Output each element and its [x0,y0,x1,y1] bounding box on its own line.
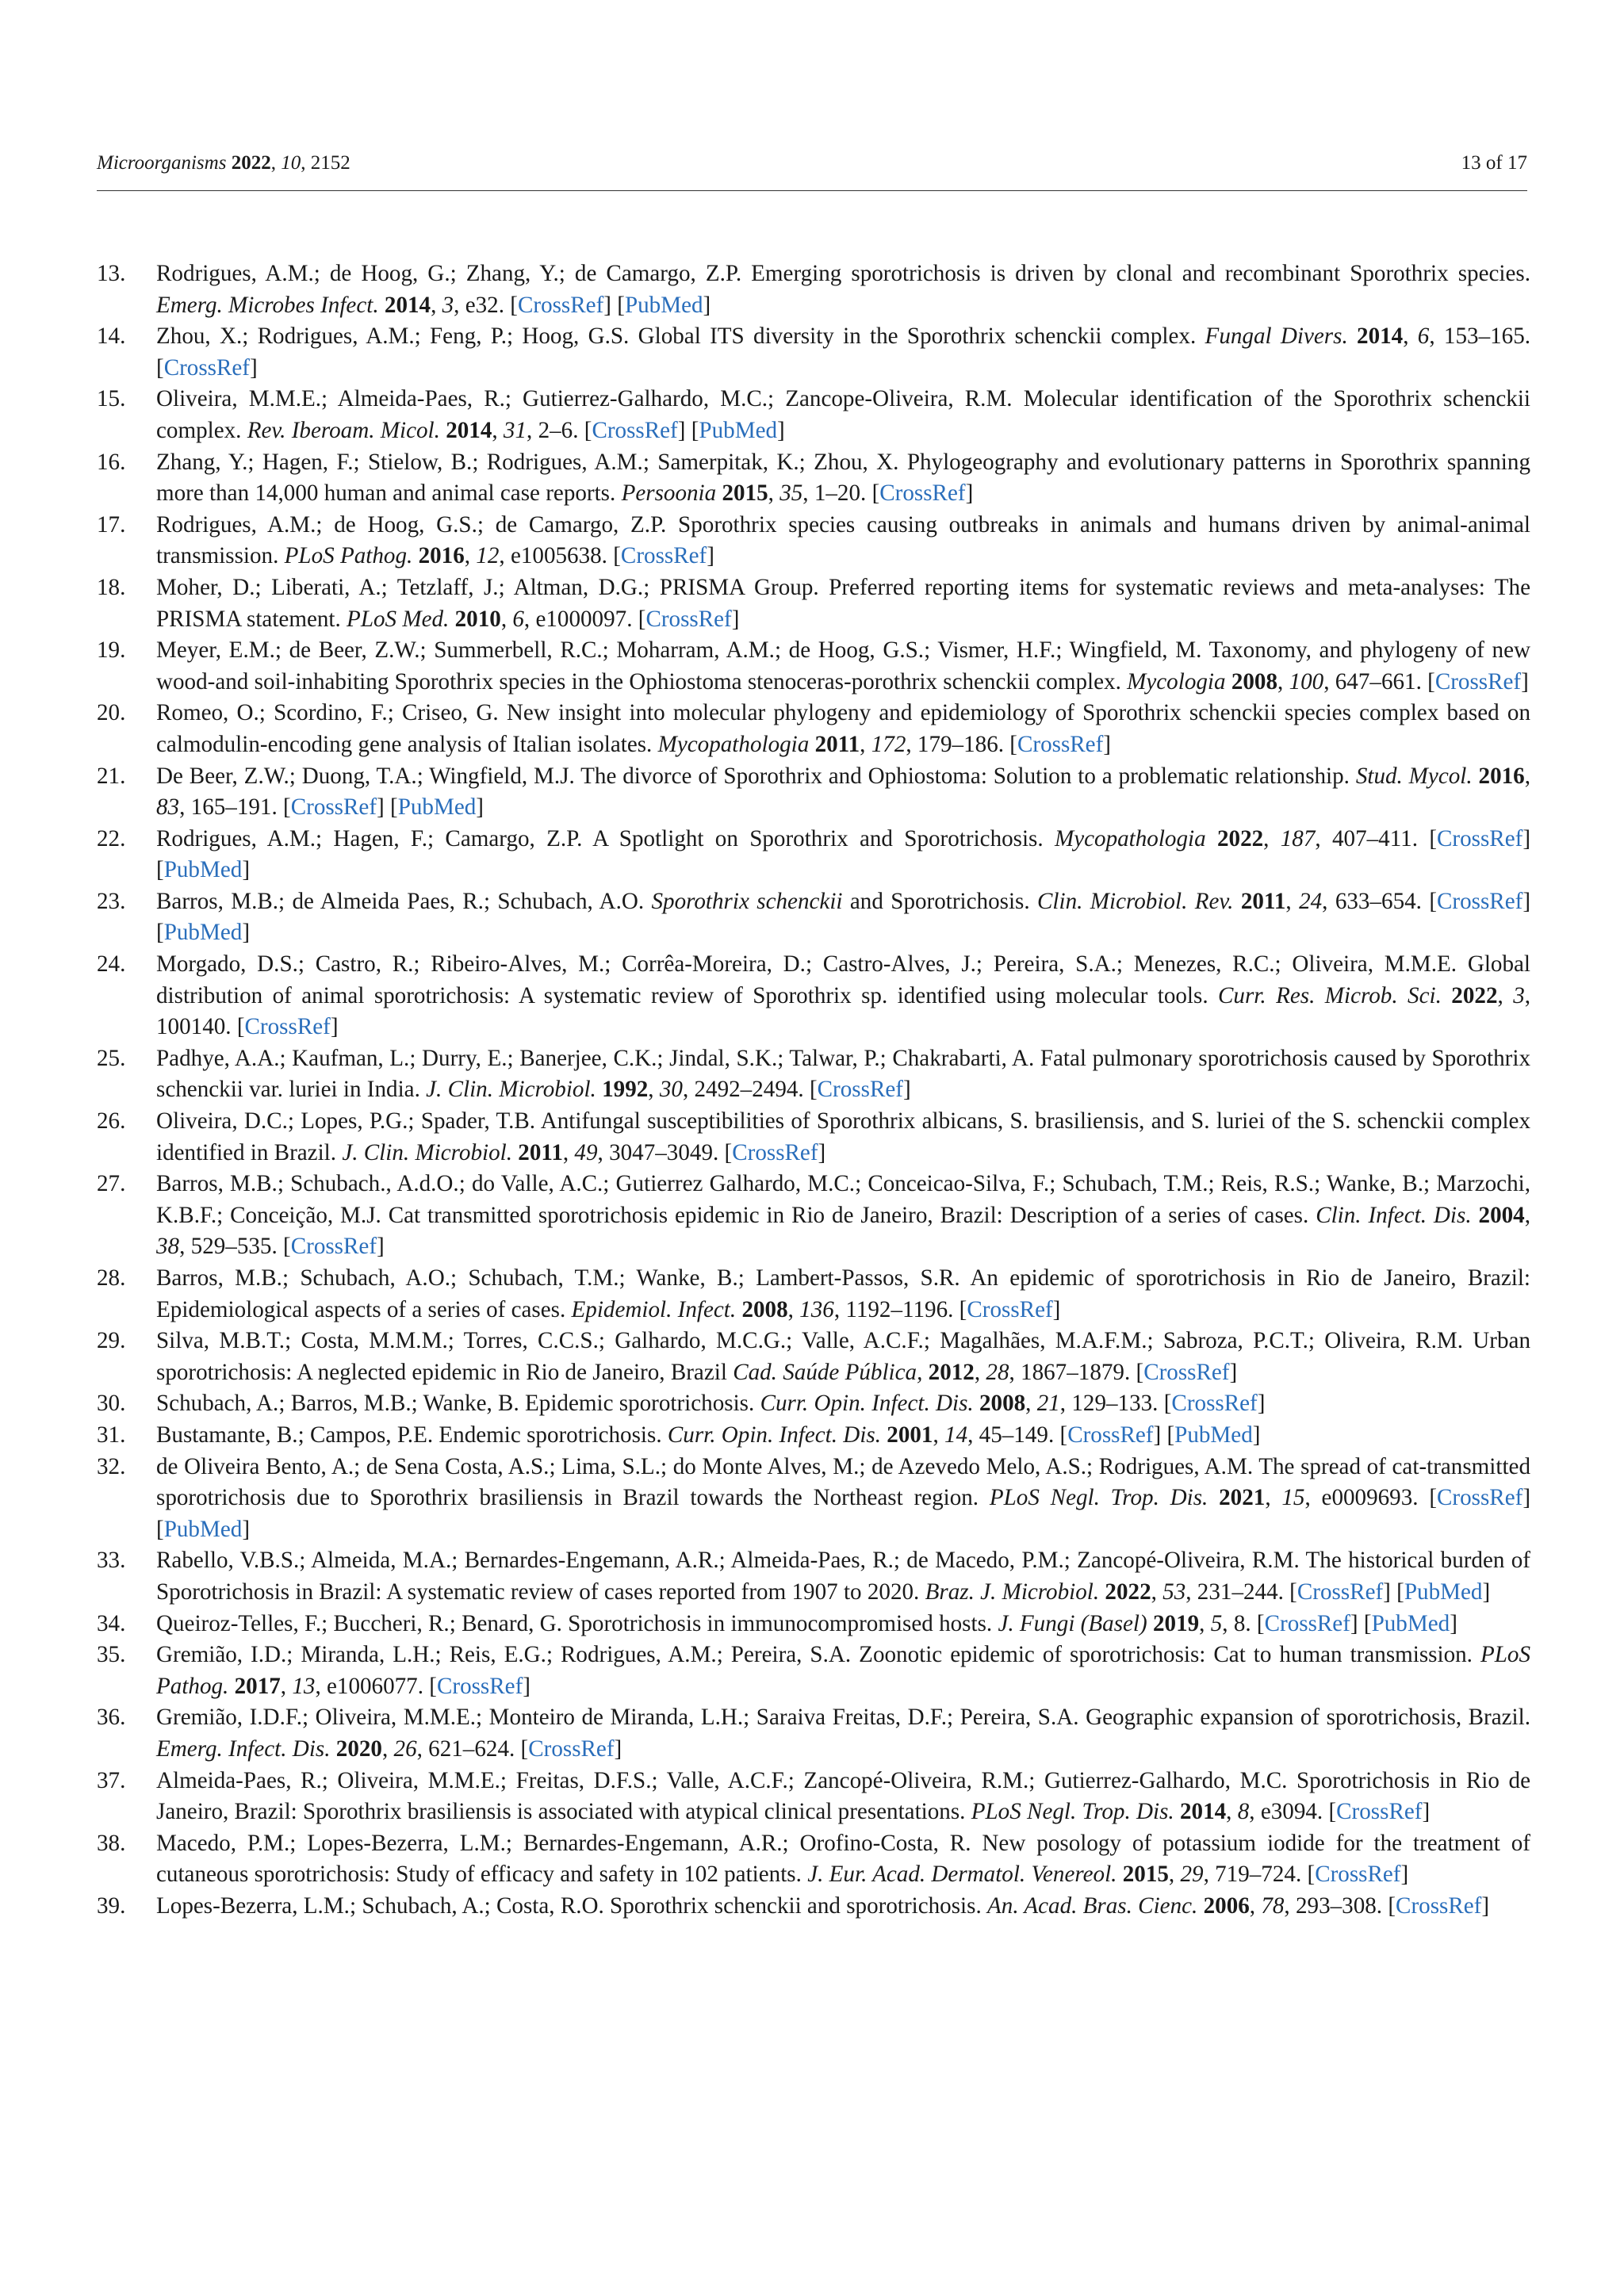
publication-year: 2022 [1451,982,1498,1008]
reference-body: Oliveira, D.C.; Lopes, P.G.; Spader, T.B. Antifungal susceptibilities of Sporothrix albicans, S. brasiliensis, and S. luriei of the S. schenckii complex identified in Brazil. [156,1108,1530,1165]
reference-text: Rodrigues, A.M.; de Hoog, G.; Zhang, Y.; de Camargo, Z.P. Emerging sporotrichosis is driven by clonal and recombinant Sporothrix species. Emerg. Microbes Infect. 2014, 3, e32. [CrossRef] [PubMed] [156,261,1530,318]
page-range: e0009693. [1321,1485,1419,1511]
volume-number: 6 [512,606,524,632]
journal-abbrev: Curr. Opin. Infect. Dis. [760,1391,974,1417]
page-range: e1006077. [326,1673,423,1699]
publication-year: 2014 [1179,1799,1227,1825]
reference-number: 31. [97,1422,126,1448]
reference-body: Barros, M.B.; Schubach., A.d.O.; do Valle, A.C.; Gutierrez Galhardo, M.C.; Conceicao-Silva, F.; Schubach, T.M.; Reis, R.S.; Wanke, B.; Marzochi, K.B.F.; Conceição, M.J. Cat transmitted sporotrichosis epidemic in Rio de Janeiro, Brazil: Description of a series of cases. [156,1171,1530,1228]
reference-body: Oliveira, M.M.E.; Almeida-Paes, R.; Gutierrez-Galhardo, M.C.; Zancope-Oliveira, R.M. Molecular identification of the Sporothrix schenckii complex. [156,386,1530,443]
crossref-link[interactable]: CrossRef [1437,825,1523,851]
crossref-link[interactable]: CrossRef [163,354,250,381]
reference-text: Padhye, A.A.; Kaufman, L.; Durry, E.; Banerjee, C.K.; Jindal, S.K.; Talwar, P.; Chakrabarti, A. Fatal pulmonary sporotrichosis caused by Sporothrix schenckii var. luriei in India. J. Clin. Microbiol. 1992, 30, 2492–2494. [CrossRef] [156,1045,1530,1103]
reference-text: Silva, M.B.T.; Costa, M.M.M.; Torres, C.C.S.; Galhardo, M.C.G.; Valle, A.C.F.; Magalhães, M.A.F.M.; Sabroza, P.C.T.; Oliveira, R.M. Urban sporotrichosis: A neglected epidemic in Rio de Janeiro, Brazil Cad. Saúde Pública, 2012, 28, 1867–1879. [CrossRef] [156,1328,1530,1385]
journal-name: Microorganisms [97,152,227,174]
pubmed-link[interactable]: PubMed [1404,1578,1483,1605]
journal-abbrev: J. Fungi (Basel) [998,1610,1147,1636]
reference-item [97,258,1530,321]
publication-year: 2015 [1122,1862,1169,1888]
reference-text: Zhang, Y.; Hagen, F.; Stielow, B.; Rodrigues, A.M.; Samerpitak, K.; Zhou, X. Phylogeography and evolutionary patterns in Sporothrix spanning more than 14,000 human and animal case reports. Persoonia 2015, 35, 1–20. [CrossRef] [156,449,1530,507]
volume-number: 13 [292,1673,316,1699]
publication-year: 2006 [1203,1892,1250,1919]
reference-number: 39. [97,1892,126,1919]
reference-number: 26. [97,1108,126,1135]
reference-number: 32. [97,1453,126,1479]
volume-number: 172 [871,731,906,757]
reference-body: De Beer, Z.W.; Duong, T.A.; Wingfield, M.J. The divorce of Sporothrix and Ophiostoma: Solution to a problematic relationship. [156,763,1356,789]
reference-text: Barros, M.B.; de Almeida Paes, R.; Schubach, A.O. Sporothrix schenckii and Sporotrichosis. Clin. Microbiol. Rev. 2011, 24, 633–654. [CrossRef] [PubMed] [156,888,1531,946]
journal-abbrev: Curr. Res. Microb. Sci. [1218,982,1442,1008]
crossref-link[interactable]: CrossRef [1143,1359,1230,1385]
publication-year: 2011 [814,731,860,757]
reference-number: 18. [97,574,126,600]
page-range: 8. [1233,1610,1251,1636]
crossref-link[interactable]: CrossRef [732,1139,818,1165]
reference-number: 23. [97,888,126,914]
pubmed-link[interactable]: PubMed [163,920,243,946]
publication-year: 2011 [1240,888,1286,914]
reference-item [97,1263,1530,1326]
volume-number: 24 [1299,888,1323,914]
volume-number: 29 [1180,1862,1204,1888]
reference-body: Rodrigues, A.M.; Hagen, F.; Camargo, Z.P. A Spotlight on Sporothrix and Sporotrichosis. [156,825,1055,851]
journal-abbrev: Epidemiol. Infect. [571,1296,737,1322]
volume-number: 3 [442,292,454,318]
crossref-link[interactable]: CrossRef [1315,1862,1401,1888]
page-range: 719–724. [1215,1862,1302,1888]
journal-abbrev: PLoS Pathog. [284,543,413,569]
reference-text: Bustamante, B.; Campos, P.E. Endemic sporotrichosis. Curr. Opin. Infect. Dis. 2001, 14, 45–149. [CrossRef] [PubMed] [156,1422,1261,1448]
publication-year: 2022 [1216,825,1264,851]
volume-number: 35 [779,480,803,507]
publication-year: 2021 [1219,1485,1266,1511]
reference-item [97,698,1530,760]
crossref-link[interactable]: CrossRef [1434,668,1522,695]
reference-text: de Oliveira Bento, A.; de Sena Costa, A.S.; Lima, S.L.; do Monte Alves, M.; de Azevedo Melo, A.S.; Rodrigues, A.M. The spread of cat-transmitted sporotrichosis due to Sporothrix brasiliensis in Brazil towards the Northeast region. PLoS Negl. Trop. Dis. 2021, 15, e0009693. [CrossRef] [PubMed] [156,1453,1531,1542]
journal-year: 2022 [231,152,271,174]
volume-number: 15 [1281,1485,1305,1511]
page-range: 407–411. [1331,825,1419,851]
publication-year: 2004 [1478,1202,1525,1228]
reference-body: Moher, D.; Liberati, A.; Tetzlaff, J.; Altman, D.G.; PRISMA Group. Preferred reporting items for systematic reviews and meta-analyses: The PRISMA statement. [156,574,1530,632]
reference-number: 30. [97,1391,126,1417]
crossref-link[interactable]: CrossRef [1264,1610,1350,1636]
journal-abbrev: Persoonia [621,480,717,507]
volume-number: 49 [574,1139,598,1165]
reference-number: 17. [97,511,126,538]
page-range: 153–165. [1443,323,1531,350]
page-range: e32. [465,292,504,318]
reference-body: Zhang, Y.; Hagen, F.; Stielow, B.; Rodrigues, A.M.; Samerpitak, K.; Zhou, X. Phylogeography and evolutionary patterns in Sporothrix spanning more than 14,000 human and animal case reports. [156,449,1530,507]
page-range: 2–6. [538,417,579,443]
reference-text: Morgado, D.S.; Castro, R.; Ribeiro-Alves, M.; Corrêa-Moreira, D.; Castro-Alves, J.; Pereira, S.A.; Menezes, R.C.; Oliveira, M.M.E. Global distribution of animal sporotrichosis: A systematic review of Sporothrix sp. identified using molecular tools. Curr. Res. Microb. Sci. 2022, 3, 100140. [CrossRef] [156,951,1531,1040]
page-range: 2492–2494. [694,1077,804,1103]
reference-text: Schubach, A.; Barros, M.B.; Wanke, B. Epidemic sporotrichosis. Curr. Opin. Infect. Dis. 2008, 21, 129–133. [CrossRef] [156,1391,1266,1417]
volume-number: 100 [1289,668,1324,695]
reference-number: 27. [97,1171,126,1197]
page-range: e1005638. [510,543,607,569]
reference-item [97,1420,1530,1452]
publication-year: 2015 [722,480,768,507]
pubmed-link[interactable]: PubMed [1371,1610,1450,1636]
reference-item [97,761,1530,824]
reference-item [97,1388,1530,1420]
publication-year: 2016 [418,543,465,569]
volume-number: 8 [1237,1799,1250,1825]
reference-body: Gremião, I.D.F.; Oliveira, M.M.E.; Monteiro de Miranda, L.H.; Saraiva Freitas, D.F.; Pereira, S.A. Geographic expansion of sporotrichosis, Brazil. [156,1705,1530,1731]
reference-item [97,1702,1530,1765]
journal-abbrev: Clin. Microbiol. Rev. [1037,888,1234,914]
crossref-link[interactable]: CrossRef [1297,1578,1384,1605]
journal-abbrev: J. Clin. Microbiol. [342,1139,512,1165]
reference-text: Barros, M.B.; Schubach., A.d.O.; do Valle, A.C.; Gutierrez Galhardo, M.C.; Conceicao-Silva, F.; Schubach, T.M.; Reis, R.S.; Wanke, B.; Marzochi, K.B.F.; Conceição, M.J. Cat transmitted sporotrichosis epidemic in Rio de Janeiro, Brazil: Description of a series of cases. Clin. Infect. Dis. 2004, 38, 529–535. [CrossRef] [156,1171,1530,1260]
volume-number: 21 [1036,1391,1060,1417]
page-range: 529–535. [190,1234,278,1260]
journal-abbrev: Rev. Iberoam. Micol. [247,417,440,443]
journal-abbrev: J. Eur. Acad. Dermatol. Venereol. [807,1862,1117,1888]
reference-item [97,1891,1530,1923]
reference-number: 24. [97,951,126,978]
page-range: 293–308. [1295,1892,1383,1919]
crossref-link[interactable]: CrossRef [1017,731,1104,757]
reference-body: Almeida-Paes, R.; Oliveira, M.M.E.; Freitas, D.F.S.; Valle, A.C.F.; Zancopé-Oliveira, R.M.; Gutierrez-Galhardo, M.C. Sporotrichosis in Rio de Janeiro, Brazil: Sporothrix brasiliensis is associated with atypical clinical presentations. [156,1767,1530,1825]
pubmed-link[interactable]: PubMed [397,794,477,821]
reference-text: Gremião, I.D.; Miranda, L.H.; Reis, E.G.; Rodrigues, A.M.; Pereira, S.A. Zoonotic epidemic of sporotrichosis: Cat to human transmission. PLoS Pathog. 2017, 13, e1006077. [CrossRef] [156,1642,1530,1699]
reference-body: Silva, M.B.T.; Costa, M.M.M.; Torres, C.C.S.; Galhardo, M.C.G.; Valle, A.C.F.; Magalhães, M.A.F.M.; Sabroza, P.C.T.; Oliveira, R.M. Urban sporotrichosis: A neglected epidemic in Rio de Janeiro, Brazil [156,1328,1530,1385]
reference-text: Rabello, V.B.S.; Almeida, M.A.; Bernardes-Engemann, A.R.; Almeida-Paes, R.; de Macedo, P.M.; Zancopé-Oliveira, R.M. The historical burden of Sporotrichosis in Brazil: A systematic review of cases reported from 1907 to 2020. Braz. J. Microbiol. 2022, 53, 231–244. [CrossRef] [PubMed] [156,1548,1530,1605]
reference-number: 37. [97,1767,126,1793]
crossref-link[interactable]: CrossRef [290,1234,377,1260]
publication-year: 2014 [446,417,492,443]
reference-number: 35. [97,1642,126,1668]
publication-year: 1992 [602,1077,649,1103]
reference-body: Barros, M.B.; de Almeida Paes, R.; Schubach, A.O. [156,888,652,914]
publication-year: 2008 [741,1296,788,1322]
publication-year: 2016 [1478,763,1525,789]
journal-abbrev: Curr. Opin. Infect. Dis. [667,1422,881,1448]
reference-body: Zhou, X.; Rodrigues, A.M.; Feng, P.; Hoog, G.S. Global ITS diversity in the Sporothrix schenckii complex. [156,323,1205,350]
publication-year: 2011 [518,1139,563,1165]
journal-abbrev: Stud. Mycol. [1355,763,1473,789]
volume-number: 5 [1210,1610,1223,1636]
reference-body: Macedo, P.M.; Lopes-Bezerra, L.M.; Bernardes-Engemann, A.R.; Orofino-Costa, R. New posology of potassium iodide for the treatment of cutaneous sporotrichosis: Study of efficacy and safety in 102 patients. [156,1830,1530,1888]
reference-item [97,1609,1530,1640]
journal-abbrev: Clin. Infect. Dis. [1316,1202,1472,1228]
publication-year: 2017 [234,1673,281,1699]
crossref-link[interactable]: CrossRef [1067,1422,1154,1448]
crossref-link[interactable]: CrossRef [1437,1485,1523,1511]
volume-number: 31 [503,417,527,443]
reference-item [97,1640,1530,1702]
reference-number: 13. [97,261,126,286]
crossref-link[interactable]: CrossRef [1171,1391,1258,1417]
journal-abbrev: PLoS Pathog. [156,1642,1530,1699]
reference-item [97,1043,1530,1106]
reference-number: 19. [97,637,126,664]
reference-item [97,886,1530,949]
publication-year: 2020 [335,1735,382,1762]
reference-body: Bustamante, B.; Campos, P.E. Endemic sporotrichosis. [156,1422,668,1448]
reference-body: Rodrigues, A.M.; de Hoog, G.S.; de Camargo, Z.P. Sporothrix species causing outbreaks in animals and humans driven by animal-animal transmission. [156,511,1530,569]
publication-year: 2014 [384,292,431,318]
journal-abbrev: Mycopathologia [1054,825,1206,851]
crossref-link[interactable]: CrossRef [528,1735,615,1762]
reference-body: Barros, M.B.; Schubach, A.O.; Schubach, T.M.; Wanke, B.; Lambert-Passos, S.R. An epidemic of sporotrichosis in Rio de Janeiro, Brazil: Epidemiological aspects of a series of cases. [156,1265,1530,1322]
reference-text: Oliveira, D.C.; Lopes, P.G.; Spader, T.B. Antifungal susceptibilities of Sporothrix albicans, S. brasiliensis, and S. luriei of the S. schenckii complex identified in Brazil. J. Clin. Microbiol. 2011, 49, 3047–3049. [CrossRef] [156,1108,1530,1165]
crossref-link[interactable]: CrossRef [592,417,678,443]
page-header [97,151,1527,176]
reference-body: Lopes-Bezerra, L.M.; Schubach, A.; Costa, R.O. Sporothrix schenckii and sporotrichosis. [156,1892,987,1919]
reference-item [97,384,1530,446]
page-range: 165–191. [190,794,278,821]
reference-text: Moher, D.; Liberati, A.; Tetzlaff, J.; Altman, D.G.; PRISMA Group. Preferred reporting items for systematic reviews and meta-analyses: The PRISMA statement. PLoS Med. 2010, 6, e1000097. [CrossRef] [156,574,1530,632]
reference-number: 36. [97,1705,126,1731]
crossref-link[interactable]: CrossRef [517,292,604,318]
reference-text: De Beer, Z.W.; Duong, T.A.; Wingfield, M.J. The divorce of Sporothrix and Ophiostoma: Solution to a problematic relationship. Stud. Mycol. 2016, 83, 165–191. [CrossRef] [PubMed] [156,763,1530,821]
reference-body: Rabello, V.B.S.; Almeida, M.A.; Bernardes-Engemann, A.R.; Almeida-Paes, R.; de Macedo, P.M.; Zancopé-Oliveira, R.M. The historical burden of Sporotrichosis in Brazil: A systematic review of cases reported from 1907 to 2020. [156,1548,1530,1605]
reference-number: 14. [97,323,126,350]
reference-text: Gremião, I.D.F.; Oliveira, M.M.E.; Monteiro de Miranda, L.H.; Saraiva Freitas, D.F.; Pereira, S.A. Geographic expansion of sporotrichosis, Brazil. Emerg. Infect. Dis. 2020, 26, 621–624. [CrossRef] [156,1705,1530,1762]
journal-abbrev: J. Clin. Microbiol. [426,1077,596,1103]
page-number: 13 of 17 [1461,152,1527,174]
journal-abbrev: Emerg. Infect. Dis. [156,1735,331,1762]
reference-item [97,1452,1530,1546]
crossref-link[interactable]: CrossRef [1437,888,1523,914]
reference-body: Meyer, E.M.; de Beer, Z.W.; Summerbell, R.C.; Moharram, A.M.; de Hoog, G.S.; Vismer, H.F.; Wingfield, M. Taxonomy, and phylogeny of new wood-and soil-inhabiting Sporothrix species in the Ophiostoma stenoceras-porothrix schenckii complex. [156,637,1530,695]
reference-text: Romeo, O.; Scordino, F.; Criseo, G. New insight into molecular phylogeny and epidemiology of Sporothrix schenckii species complex based on calmodulin-encoding gene analysis of Italian isolates. Mycopathologia 2011, 172, 179–186. [CrossRef] [156,700,1530,757]
reference-item [97,1106,1530,1169]
reference-text: Oliveira, M.M.E.; Almeida-Paes, R.; Gutierrez-Galhardo, M.C.; Zancope-Oliveira, R.M. Molecular identification of the Sporothrix schenckii complex. Rev. Iberoam. Micol. 2014, 31, 2–6. [CrossRef] [PubMed] [156,386,1530,443]
reference-body: Padhye, A.A.; Kaufman, L.; Durry, E.; Banerjee, C.K.; Jindal, S.K.; Talwar, P.; Chakrabarti, A. Fatal pulmonary sporotrichosis caused by Sporothrix schenckii var. luriei in India. [156,1045,1530,1103]
journal-abbrev: PLoS Negl. Trop. Dis. [971,1799,1174,1825]
page-range: 621–624. [428,1735,515,1762]
publication-year: 2008 [979,1391,1026,1417]
volume-number: 3 [1513,982,1525,1008]
publication-year: 2001 [887,1422,933,1448]
crossref-link[interactable]: CrossRef [1336,1799,1423,1825]
publication-year: 2022 [1105,1578,1151,1605]
reference-list [97,258,1530,1922]
reference-number: 38. [97,1830,126,1856]
journal-volume: 10 [281,152,301,174]
publication-year: 2014 [1357,323,1404,350]
header-rule [97,190,1527,191]
reference-item [97,572,1530,635]
crossref-link[interactable]: CrossRef [290,794,377,821]
reference-item [97,1766,1530,1828]
reference-text: Barros, M.B.; Schubach, A.O.; Schubach, T.M.; Wanke, B.; Lambert-Passos, S.R. An epidemic of sporotrichosis in Rio de Janeiro, Brazil: Epidemiological aspects of a series of cases. Epidemiol. Infect. 2008, 136, 1192–1196. [CrossRef] [156,1265,1530,1322]
page-range: 647–661. [1335,668,1422,695]
reference-body: de Oliveira Bento, A.; de Sena Costa, A.S.; Lima, S.L.; do Monte Alves, M.; de Azevedo Melo, A.S.; Rodrigues, A.M. The spread of cat-transmitted sporotrichosis due to Sporothrix brasiliensis in Brazil towards the Northeast region. [156,1453,1530,1511]
reference-body: Romeo, O.; Scordino, F.; Criseo, G. New insight into molecular phylogeny and epidemiology of Sporothrix schenckii species complex based on calmodulin-encoding gene analysis of Italian isolates. [156,700,1530,757]
reference-number: 29. [97,1328,126,1354]
publication-year: 2012 [928,1359,975,1385]
pubmed-link[interactable]: PubMed [1174,1422,1253,1448]
reference-number: 16. [97,449,126,475]
reference-text: Rodrigues, A.M.; Hagen, F.; Camargo, Z.P. A Spotlight on Sporothrix and Sporotrichosis. Mycopathologia 2022, 187, 407–411. [CrossRef] [PubMed] [156,825,1531,883]
journal-abbrev: Emerg. Microbes Infect. [156,292,379,318]
pubmed-link[interactable]: PubMed [699,417,778,443]
journal-abbrev: Braz. J. Microbiol. [925,1578,1100,1605]
reference-body: Queiroz-Telles, F.; Buccheri, R.; Benard, G. Sporotrichosis in immunocompromised hosts. [156,1610,998,1636]
page-range: e3094. [1260,1799,1323,1825]
reference-text: Almeida-Paes, R.; Oliveira, M.M.E.; Freitas, D.F.S.; Valle, A.C.F.; Zancopé-Oliveira, R.M.; Gutierrez-Galhardo, M.C. Sporotrichosis in Rio de Janeiro, Brazil: Sporothrix brasiliensis is associated with atypical clinical presentations. PLoS Negl. Trop. Dis. 2014, 8, e3094. [CrossRef] [156,1767,1530,1825]
page-range: 1867–1879. [1021,1359,1131,1385]
reference-item [97,1169,1530,1263]
volume-number: 26 [393,1735,417,1762]
page-range: 100140. [156,1014,232,1040]
reference-number: 21. [97,763,126,789]
reference-number: 25. [97,1045,126,1071]
reference-number: 28. [97,1265,126,1291]
reference-text: Queiroz-Telles, F.; Buccheri, R.; Benard, G. Sporotrichosis in immunocompromised hosts. J. Fungi (Basel) 2019, 5, 8. [CrossRef] [PubMed] [156,1610,1457,1636]
journal-abbrev: An. Acad. Bras. Cienc. [987,1892,1198,1919]
reference-text: Rodrigues, A.M.; de Hoog, G.S.; de Camargo, Z.P. Sporothrix species causing outbreaks in animals and humans driven by animal-animal transmission. PLoS Pathog. 2016, 12, e1005638. [CrossRef] [156,511,1530,569]
crossref-link[interactable]: CrossRef [645,606,732,632]
publication-year: 2010 [454,606,501,632]
volume-number: 78 [1261,1892,1285,1919]
page-range: e1000097. [535,606,633,632]
volume-number: 28 [986,1359,1009,1385]
reference-item [97,635,1530,698]
crossref-link[interactable]: CrossRef [436,1673,523,1699]
page-range: 1–20. [814,480,867,507]
reference-item [97,949,1530,1043]
journal-abbrev: Cad. Saúde Pública, [733,1359,923,1385]
journal-abbrev: Mycologia [1127,668,1226,695]
page-range: 179–186. [917,731,1005,757]
reference-text: Macedo, P.M.; Lopes-Bezerra, L.M.; Bernardes-Engemann, A.R.; Orofino-Costa, R. New posology of potassium iodide for the treatment of cutaneous sporotrichosis: Study of efficacy and safety in 102 patients. J. Eur. Acad. Dermatol. Venereol. 2015, 29, 719–724. [CrossRef] [156,1830,1530,1888]
publication-year: 2019 [1152,1610,1200,1636]
reference-text: Meyer, E.M.; de Beer, Z.W.; Summerbell, R.C.; Moharram, A.M.; de Hoog, G.S.; Vismer, H.F.; Wingfield, M. Taxonomy, and phylogeny of new wood-and soil-inhabiting Sporothrix species in the Ophiostoma stenoceras-porothrix schenckii complex. Mycologia 2008, 100, 647–661. [CrossRef] [156,637,1530,695]
journal-abbrev: PLoS Negl. Trop. Dis. [989,1485,1208,1511]
page-range: 3047–3049. [609,1139,719,1165]
volume-number: 6 [1417,323,1430,350]
reference-number: 34. [97,1610,126,1636]
reference-text: Lopes-Bezerra, L.M.; Schubach, A.; Costa, R.O. Sporothrix schenckii and sporotrichosis. An. Acad. Bras. Cienc. 2006, 78, 293–308. [CrossRef] [156,1892,1490,1919]
reference-item [97,447,1530,510]
volume-number: 83 [156,794,180,821]
journal-abbrev: Mycopathologia [657,731,810,757]
reference-body-cont: and Sporotrichosis. [842,888,1038,914]
crossref-link[interactable]: CrossRef [244,1014,331,1040]
page-range: 633–654. [1335,888,1422,914]
reference-body: Gremião, I.D.; Miranda, L.H.; Reis, E.G.; Rodrigues, A.M.; Pereira, S.A. Zoonotic epidemic of sporotrichosis: Cat to human transmission. [156,1642,1480,1668]
volume-number: 187 [1280,825,1316,851]
reference-body: Rodrigues, A.M.; de Hoog, G.; Zhang, Y.; de Camargo, Z.P. Emerging sporotrichosis is driven by clonal and recombinant Sporothrix species. [156,261,1530,286]
reference-item [97,1828,1530,1891]
reference-item [97,321,1530,384]
journal-abbrev: Fungal Divers. [1205,323,1348,350]
volume-number: 136 [799,1296,834,1322]
reference-item [97,510,1530,572]
running-citation: Microorganisms 2022, 10, 2152 [97,152,350,174]
reference-number: 33. [97,1548,126,1574]
species-name: Sporothrix schenckii [651,888,843,914]
reference-number: 20. [97,700,126,726]
journal-abbrev: PLoS Med. [347,606,450,632]
volume-number: 53 [1162,1578,1186,1605]
reference-number: 15. [97,386,126,412]
pubmed-link[interactable]: PubMed [624,292,703,318]
article-number: 2152 [310,152,350,174]
pubmed-link[interactable]: PubMed [163,1516,243,1542]
volume-number: 12 [476,543,500,569]
crossref-link[interactable]: CrossRef [817,1077,903,1103]
crossref-link[interactable]: CrossRef [1396,1892,1482,1919]
page-range: 45–149. [979,1422,1055,1448]
volume-number: 30 [659,1077,683,1103]
publication-year: 2008 [1231,668,1278,695]
reference-body: Morgado, D.S.; Castro, R.; Ribeiro-Alves, M.; Corrêa-Moreira, D.; Castro-Alves, J.; Pereira, S.A.; Menezes, R.C.; Oliveira, M.M.E. Global distribution of animal sporotrichosis: A systematic review of Sporothrix sp. identified using molecular tools. [156,951,1530,1008]
page-range: 1192–1196. [845,1296,954,1322]
page-range: 231–244. [1197,1578,1284,1605]
volume-number: 38 [156,1234,180,1260]
crossref-link[interactable]: CrossRef [620,543,707,569]
reference-item [97,1545,1530,1608]
reference-number: 22. [97,825,126,851]
crossref-link[interactable]: CrossRef [967,1296,1053,1322]
volume-number: 14 [944,1422,968,1448]
reference-item [97,1326,1530,1388]
reference-item [97,824,1530,886]
pubmed-link[interactable]: PubMed [163,857,243,883]
page-range: 129–133. [1071,1391,1159,1417]
crossref-link[interactable]: CrossRef [879,480,966,507]
reference-text: Zhou, X.; Rodrigues, A.M.; Feng, P.; Hoog, G.S. Global ITS diversity in the Sporothrix schenckii complex. Fungal Divers. 2014, 6, 153–165. [CrossRef] [156,323,1531,381]
reference-body: Schubach, A.; Barros, M.B.; Wanke, B. Epidemic sporotrichosis. [156,1391,760,1417]
